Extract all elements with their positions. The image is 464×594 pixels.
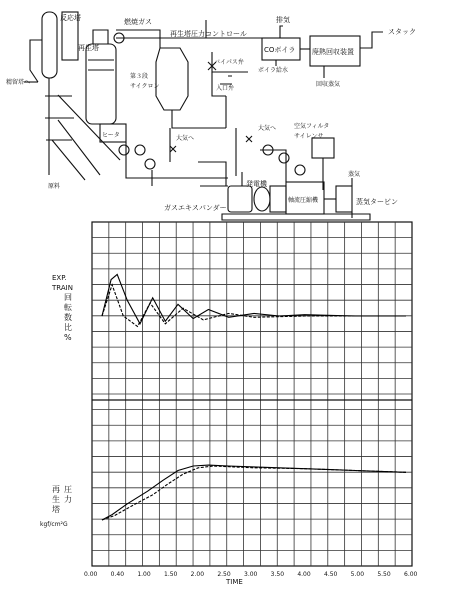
upper-label-jp-4: % <box>64 333 72 342</box>
label-regenerator: 再生塔 <box>78 44 99 52</box>
upper-label-jp-1: 転 <box>64 303 72 312</box>
lower-label-jp-4: 力 <box>64 495 72 504</box>
label-silencer: サイレンサ <box>294 133 324 140</box>
upper-label-jp-3: 比 <box>64 323 72 332</box>
x-axis-label: TIME <box>226 578 243 586</box>
label-main-controller: 再生塔圧力コントロール <box>170 30 247 38</box>
label-waste-heat: 廃熱回収装置 <box>312 48 354 56</box>
label-cyclone: サイクロン <box>130 83 160 90</box>
label-boiler-feedwater: ボイラ給水 <box>258 67 289 74</box>
label-axial-compressor: 軸流圧縮機 <box>288 197 319 204</box>
label-co-boiler: COボイラ <box>264 46 296 54</box>
x-tick-label: 3.00 <box>244 571 258 578</box>
lower-series-line <box>102 465 406 520</box>
steam-turbine-box <box>336 186 352 212</box>
x-tick-label: 2.50 <box>217 571 231 578</box>
x-tick-label: 0.40 <box>110 571 125 578</box>
x-tick-label: 5.50 <box>377 571 391 578</box>
label-third-stage: 第３段 <box>130 73 149 80</box>
chart-grid <box>92 222 412 566</box>
x-tick-label: 4.50 <box>324 571 338 578</box>
upper-series-line <box>102 274 406 323</box>
label-stack: スタック <box>388 28 416 36</box>
x-tick-label: 3.50 <box>270 571 285 578</box>
upper-label-jp-0: 回 <box>64 293 72 302</box>
x-tick-labels <box>84 571 418 578</box>
lower-series-line <box>102 466 406 520</box>
expander-disk <box>254 187 270 211</box>
time-response-chart <box>40 222 418 586</box>
lower-label-jp-2: 塔 <box>52 505 60 514</box>
label-generator: 発電機 <box>246 180 267 188</box>
upper-label-en-1: TRAIN <box>52 284 73 292</box>
x-tick-label: 6.00 <box>404 571 418 578</box>
lower-unit: kgf/cm²G <box>40 521 68 528</box>
x-tick-label: 0.00 <box>84 571 98 578</box>
reactor-column <box>42 12 57 78</box>
x-tick-label: 5.00 <box>350 571 365 578</box>
x-tick-label: 4.00 <box>297 571 311 578</box>
air-filter-box <box>312 138 334 158</box>
instrument-ic-3 <box>145 159 155 169</box>
label-air-to: 大気へ <box>258 125 277 132</box>
label-exhaust-right: 蒸気 <box>348 171 361 178</box>
chart-series <box>102 274 406 520</box>
label-heater: ヒータ <box>102 132 120 139</box>
instrument-vc <box>295 165 305 175</box>
third-stage-cyclone <box>156 48 188 110</box>
schematic-labels <box>6 13 416 212</box>
upper-label-jp-2: 数 <box>64 313 72 322</box>
label-gas-expander: ガスエキスパンダー <box>164 204 227 212</box>
x-tick-label: 1.50 <box>164 571 178 578</box>
label-steam-turbine: 蒸気タービン <box>356 198 398 206</box>
label-inlet-valve: 入口弁 <box>216 85 235 92</box>
upper-series-line <box>102 285 406 327</box>
label-to-fractionator: 精留塔へ <box>6 79 31 86</box>
label-recovered: 回収蒸気 <box>316 81 341 88</box>
label-exhaust-top: 排気 <box>276 16 290 24</box>
instrument-pc-2 <box>279 153 289 163</box>
label-fuel-gas: 燃焼ガス <box>124 18 152 26</box>
lower-label-jp-0: 再 <box>52 485 60 494</box>
gas-expander-body <box>228 186 252 212</box>
label-bypass: バイパス弁 <box>214 59 244 66</box>
generator-box <box>270 186 286 212</box>
x-tick-label: 1.00 <box>137 571 151 578</box>
lower-label-jp-3: 圧 <box>64 485 72 494</box>
instrument-ic-2 <box>135 145 145 155</box>
upper-label-en-0: EXP. <box>52 274 67 282</box>
instrument-ic-1 <box>119 145 129 155</box>
label-air-in: 大気へ <box>176 135 195 142</box>
label-reactor: 反応塔 <box>60 14 81 22</box>
x-tick-label: 2.00 <box>190 571 205 578</box>
lower-label-jp-1: 生 <box>52 495 60 504</box>
label-feed: 原料 <box>48 183 61 190</box>
label-air-filter: 空気フィルタ <box>294 123 330 130</box>
